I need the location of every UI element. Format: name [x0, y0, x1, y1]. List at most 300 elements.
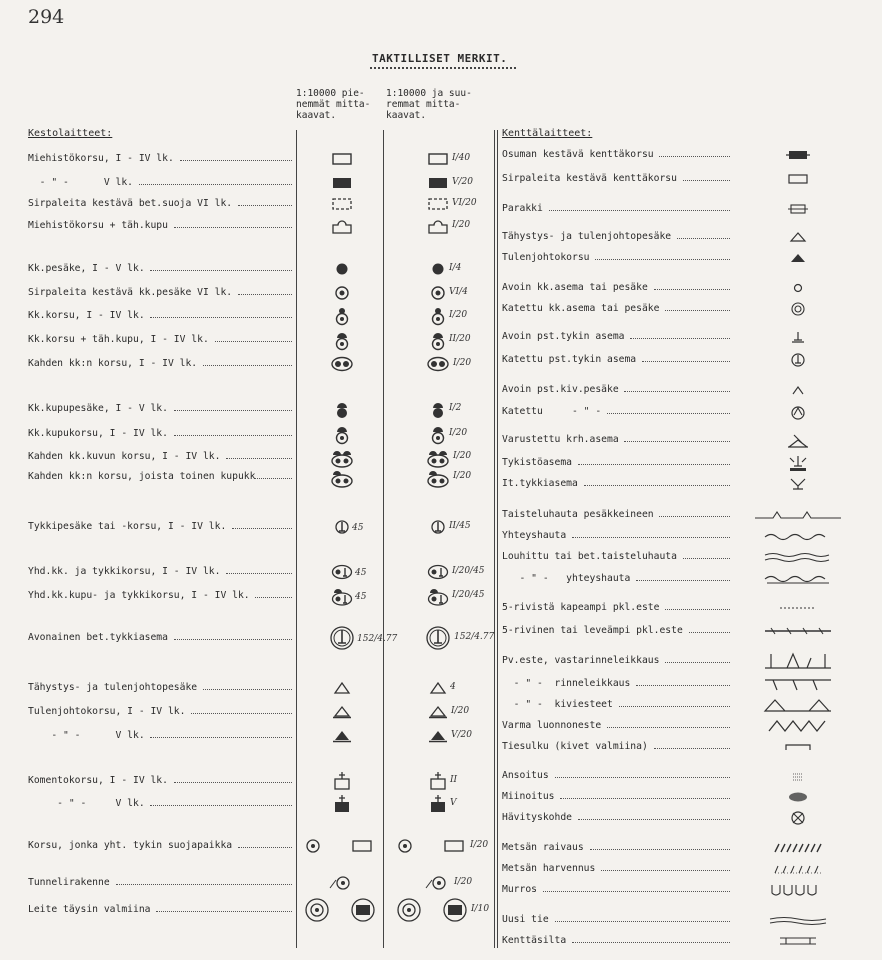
- comm-trench-icon: [763, 531, 833, 544]
- table-row: [28, 706, 296, 718]
- dot-leader: [560, 798, 730, 799]
- kupu-ring-icon: [430, 423, 446, 448]
- zigzag-icon: [767, 719, 829, 736]
- dot-filled-icon: [334, 261, 350, 280]
- row-label: Kahden kk.kuvun korsu, I - IV lk.: [28, 451, 227, 462]
- row-label: Metsän harvennus: [502, 863, 602, 874]
- class-fraction-note: II/20: [449, 334, 471, 344]
- trench-icon: [753, 509, 843, 524]
- row-label: Tykkipesäke tai -korsu, I - IV lk.: [28, 521, 233, 532]
- dot-leader: [549, 210, 730, 211]
- shelter-pair-icon: [397, 838, 467, 857]
- dot-leader: [630, 338, 730, 339]
- table-row: [502, 551, 734, 563]
- table-row: [28, 358, 296, 370]
- dot-leader: [174, 782, 292, 783]
- table-row: [28, 775, 296, 787]
- scale-note: 45: [355, 568, 367, 578]
- pst-open-icon: [790, 330, 806, 347]
- triangle-open-icon: [333, 681, 351, 698]
- double-ring-icon: [426, 356, 450, 375]
- row-label: Murros: [502, 884, 543, 895]
- dot-leader: [619, 706, 730, 707]
- row-label: Avonainen bet.tykkiasema: [28, 632, 174, 643]
- table-row: [502, 770, 734, 782]
- tunnel-icon: [329, 874, 355, 895]
- class-fraction-note: V: [450, 798, 457, 808]
- dot-leader: [150, 270, 292, 271]
- column-header-line: 1:10000 pie-: [296, 88, 365, 99]
- table-row: [502, 699, 734, 711]
- table-row: [502, 812, 734, 824]
- table-row: [28, 590, 296, 602]
- table-row: [28, 798, 296, 810]
- table-row: [28, 310, 296, 322]
- stone-icon: [763, 697, 833, 716]
- dot-leader: [174, 639, 292, 640]
- table-row: [502, 720, 734, 732]
- dot-leader: [238, 294, 292, 295]
- double-ring-kupu-icon: [330, 466, 354, 491]
- dot-leader: [174, 410, 292, 411]
- row-label: Sirpaleita kestävä kenttäkorsu: [502, 173, 683, 184]
- row-label: Tiesulku (kivet valmiina): [502, 741, 654, 752]
- row-label: Hävityskohde: [502, 812, 578, 823]
- column-header-line: remmat mitta-: [386, 99, 461, 110]
- class-fraction-note: I/2: [449, 403, 462, 413]
- class-fraction-note: I/4: [449, 263, 462, 273]
- dot-leader: [654, 289, 730, 290]
- dot-leader: [607, 727, 730, 728]
- command-open-icon: [333, 771, 351, 794]
- ring-cupola-icon: [430, 329, 446, 354]
- row-label: Leite täysin valmiina: [28, 904, 157, 915]
- gun-kk-icon: [427, 564, 449, 583]
- class-fraction-note: I/20: [453, 358, 472, 368]
- table-row: [28, 682, 296, 694]
- rect-open-icon: [427, 152, 449, 169]
- class-fraction-note: I/20/45: [452, 566, 485, 576]
- tank-cut-icon: [763, 648, 833, 677]
- barrack-icon: [787, 203, 809, 218]
- table-row: [28, 263, 296, 275]
- class-fraction-note: V/20: [452, 177, 473, 187]
- class-fraction-note: II/45: [449, 521, 471, 531]
- dot-leader: [572, 942, 730, 943]
- tunnel-icon: [425, 874, 451, 895]
- command-filled-icon: [429, 794, 447, 817]
- artillery-icon: [786, 454, 810, 475]
- row-label: Avoin pst.tykin asema: [502, 331, 631, 342]
- gun-ring-icon: [334, 519, 350, 538]
- class-fraction-note: I/20: [453, 451, 472, 461]
- table-row: [502, 863, 734, 875]
- table-row: [28, 451, 296, 463]
- dot-leader: [203, 689, 292, 690]
- forest-thin-icon: [773, 864, 823, 877]
- row-label: Ansoitus: [502, 770, 555, 781]
- open-gun-icon: [425, 625, 451, 654]
- table-row: [28, 632, 296, 644]
- class-fraction-note: I/20: [449, 310, 468, 320]
- table-row: [502, 331, 734, 343]
- wire-wide-icon: [763, 627, 833, 638]
- table-row: [502, 573, 734, 585]
- row-label: Tulenjohtokorsu, I - IV lk.: [28, 706, 192, 717]
- table-row: [28, 153, 296, 165]
- row-label: Sirpaleita kestävä kk.pesäke VI lk.: [28, 287, 238, 298]
- dot-leader: [683, 558, 730, 559]
- scale-note: 45: [352, 523, 364, 533]
- table-row: [502, 354, 734, 366]
- table-row: [502, 935, 734, 947]
- dot-leader: [150, 805, 292, 806]
- row-label: Korsu, jonka yht. tykin suojapaikka: [28, 840, 238, 851]
- class-fraction-note: II: [450, 775, 458, 785]
- scale-note: 152/4.77: [357, 634, 398, 644]
- row-label: Tunnelirakenne: [28, 877, 116, 888]
- table-row: [28, 177, 296, 189]
- rock-comm-icon: [763, 573, 833, 588]
- class-fraction-note: I/20: [454, 877, 473, 887]
- dot-leader: [584, 485, 730, 486]
- mortar-icon: [786, 431, 810, 452]
- table-row: [502, 434, 734, 446]
- document-title: TAKTILLISET MERKIT.: [372, 52, 508, 65]
- row-label: - " - V lk.: [28, 798, 151, 809]
- gun-ring-icon: [430, 519, 446, 538]
- double-ring-kupu-icon: [426, 466, 450, 491]
- dot-leader: [543, 891, 730, 892]
- column-header-line: 1:10000 ja suu-: [386, 88, 472, 99]
- dot-leader: [255, 478, 292, 479]
- row-label: Katettu pst.tykin asema: [502, 354, 642, 365]
- row-label: Kk.pesäke, I - V lk.: [28, 263, 151, 274]
- section-heading-field: Kenttälaitteet:: [502, 128, 593, 139]
- table-row: [28, 403, 296, 415]
- row-label: It.tykkiasema: [502, 478, 584, 489]
- table-row: [28, 840, 296, 852]
- table-row: [502, 884, 734, 896]
- row-label: Komentokorsu, I - IV lk.: [28, 775, 174, 786]
- table-row: [28, 198, 296, 210]
- table-row: [502, 149, 734, 161]
- class-fraction-note: 152/4.77: [454, 632, 495, 642]
- caret-icon: [791, 384, 805, 399]
- table-row: [28, 904, 296, 916]
- shelter-pair-icon: [305, 838, 375, 857]
- row-label: Tähystys- ja tulenjohtopesäke: [28, 682, 203, 693]
- rect-filled-icon: [331, 176, 353, 193]
- mine-icon: [787, 791, 809, 806]
- dot-leader: [555, 777, 730, 778]
- dot-leader: [595, 259, 730, 260]
- dot-leader: [636, 685, 730, 686]
- dot-leader: [578, 464, 730, 465]
- gun-kk-icon: [331, 564, 353, 583]
- dot-leader: [226, 573, 292, 574]
- column-header-line: kaavat.: [296, 110, 337, 121]
- row-label: - " - V lk.: [28, 730, 151, 741]
- row-label: - " - V lk.: [28, 177, 139, 188]
- dot-leader: [683, 180, 730, 181]
- row-label: Kahden kk:n korsu, joista toinen kupukk: [28, 471, 256, 482]
- column-divider: [383, 130, 384, 948]
- class-fraction-note: I/20: [453, 471, 472, 481]
- row-label: Kahden kk:n korsu, I - IV lk.: [28, 358, 203, 369]
- aa-gun-icon: [788, 477, 808, 494]
- section-heading-permanent: Kestolaitteet:: [28, 128, 113, 139]
- table-row: [28, 730, 296, 742]
- table-row: [28, 220, 296, 232]
- table-row: [28, 334, 296, 346]
- class-fraction-note: 4: [450, 682, 456, 692]
- dot-leader: [665, 662, 730, 663]
- class-fraction-note: I/40: [452, 153, 471, 163]
- field-triangle-filled-icon: [789, 252, 807, 267]
- dot-leader: [689, 632, 730, 633]
- table-row: [28, 428, 296, 440]
- row-label: Parakki: [502, 203, 549, 214]
- roadblock-icon: [784, 742, 812, 755]
- kupu-dot-icon: [334, 398, 350, 423]
- row-label: Katettu - " -: [502, 406, 607, 417]
- column-divider: [497, 130, 498, 948]
- scale-note: 45: [355, 592, 367, 602]
- forest-clear-icon: [773, 843, 823, 856]
- triangle-filled-icon: [332, 729, 352, 746]
- dot-leader: [203, 365, 292, 366]
- row-label: Kk.korsu + täh.kupu, I - IV lk.: [28, 334, 215, 345]
- column-divider: [494, 130, 495, 948]
- new-road-icon: [768, 915, 828, 928]
- table-row: [502, 914, 734, 926]
- rect-filled-icon: [427, 176, 449, 193]
- ring-dot-icon: [430, 285, 446, 304]
- table-row: [502, 282, 734, 294]
- table-row: [502, 625, 734, 637]
- cupola-rect-icon: [427, 217, 449, 238]
- dot-filled-icon: [430, 261, 446, 280]
- table-row: [502, 203, 734, 215]
- dot-leader: [238, 847, 292, 848]
- table-row: [502, 678, 734, 690]
- gun-kupu-icon: [331, 586, 353, 609]
- dot-leader: [572, 537, 730, 538]
- rect-dashed-icon: [427, 197, 449, 214]
- table-row: [502, 406, 734, 418]
- table-row: [502, 231, 734, 243]
- dot-leader: [238, 205, 292, 206]
- row-label: Kk.korsu, I - IV lk.: [28, 310, 151, 321]
- class-fraction-note: I/20: [470, 840, 489, 850]
- dot-leader: [642, 361, 730, 362]
- class-fraction-note: I/20: [449, 428, 468, 438]
- dot-leader: [665, 310, 730, 311]
- table-row: [28, 877, 296, 889]
- dot-leader: [555, 921, 730, 922]
- row-label: Metsän raivaus: [502, 842, 590, 853]
- dot-leader: [624, 441, 730, 442]
- column-header-small-scale: [296, 88, 370, 121]
- row-label: Yhd.kk. ja tykkikorsu, I - IV lk.: [28, 566, 227, 577]
- dot-leader: [255, 597, 292, 598]
- class-fraction-note: I/20/45: [452, 590, 485, 600]
- class-fraction-note: VI/20: [452, 198, 477, 208]
- dot-leader: [180, 160, 292, 161]
- table-row: [28, 521, 296, 533]
- dot-leader: [139, 184, 292, 185]
- demolition-icon: [790, 810, 806, 829]
- row-label: Miehistökorsu, I - IV lk.: [28, 153, 180, 164]
- row-label: Osuman kestävä kenttäkorsu: [502, 149, 660, 160]
- row-label: Yhd.kk.kupu- ja tykkikorsu, I - IV lk.: [28, 590, 256, 601]
- dot-leader: [578, 819, 730, 820]
- dot-leader: [150, 317, 292, 318]
- row-label: Varustettu krh.asema: [502, 434, 625, 445]
- row-label: Avoin pst.kiv.pesäke: [502, 384, 625, 395]
- row-label: Tähystys- ja tulenjohtopesäke: [502, 231, 677, 242]
- complete-icon: [396, 897, 468, 926]
- rect-open-icon: [331, 152, 353, 169]
- table-row: [502, 252, 734, 264]
- row-label: Pv.este, vastarinneleikkaus: [502, 655, 666, 666]
- triangle-filled-icon: [428, 729, 448, 746]
- column-header-large-scale: [386, 88, 472, 121]
- dot-leader: [659, 156, 730, 157]
- double-ring-icon: [330, 356, 354, 375]
- ring-cupola-icon: [334, 329, 350, 354]
- row-label: Taisteluhauta pesäkkeineen: [502, 509, 660, 520]
- open-gun-icon: [329, 625, 355, 654]
- row-label: Sirpaleita kestävä bet.suoja VI lk.: [28, 198, 238, 209]
- class-fraction-note: I/20: [451, 706, 470, 716]
- table-row: [502, 384, 734, 396]
- field-rect-open-icon: [786, 173, 810, 188]
- row-label: - " - kiviesteet: [502, 699, 619, 710]
- trap-icon: [791, 771, 805, 784]
- row-label: - " - yhteyshauta: [502, 573, 637, 584]
- table-row: [502, 530, 734, 542]
- field-rect-filled-icon: [785, 149, 811, 164]
- row-label: Katettu kk.asema tai pesäke: [502, 303, 666, 314]
- class-fraction-note: VI/4: [449, 287, 468, 297]
- pst-covered-icon: [790, 352, 806, 371]
- gun-kupu-icon: [427, 586, 449, 609]
- table-row: [28, 471, 296, 483]
- table-row: [502, 457, 734, 469]
- dot-leader: [636, 580, 730, 581]
- dot-leader: [226, 458, 292, 459]
- row-label: Louhittu tai bet.taisteluhauta: [502, 551, 683, 562]
- title-underline: [370, 67, 516, 69]
- wire-narrow-icon: [778, 604, 818, 615]
- ring-stem-icon: [430, 306, 446, 329]
- table-row: [502, 509, 734, 521]
- double-small-ring-icon: [790, 302, 806, 319]
- row-label: 5-rivistä kapeampi pkl.este: [502, 602, 666, 613]
- column-header-line: nemmät mitta-: [296, 99, 371, 110]
- row-label: Tulenjohtokorsu: [502, 252, 596, 263]
- row-label: Miehistökorsu + täh.kupu: [28, 220, 174, 231]
- column-header-line: kaavat.: [386, 110, 427, 121]
- dot-leader: [116, 884, 292, 885]
- ring-stem-icon: [334, 306, 350, 329]
- dot-leader: [624, 391, 730, 392]
- kupu-dot-icon: [430, 398, 446, 423]
- row-label: 5-rivinen tai leveämpi pkl.este: [502, 625, 689, 636]
- column-divider: [296, 130, 297, 948]
- cupola-rect-icon: [331, 217, 353, 238]
- kupu-ring-icon: [334, 423, 350, 448]
- table-row: [502, 478, 734, 490]
- dot-leader: [174, 227, 292, 228]
- row-label: Kk.kupupesäke, I - V lk.: [28, 403, 174, 414]
- row-label: Avoin kk.asema tai pesäke: [502, 282, 654, 293]
- page-number: 294: [28, 6, 65, 28]
- bridge-icon: [778, 935, 818, 950]
- row-label: Miinoitus: [502, 791, 561, 802]
- caret-ring-icon: [790, 404, 806, 423]
- dot-leader: [174, 435, 292, 436]
- row-label: - " - rinneleikkaus: [502, 678, 637, 689]
- triangle-base-icon: [332, 705, 352, 722]
- row-label: Kk.kupukorsu, I - IV lk.: [28, 428, 174, 439]
- row-label: Tykistöasema: [502, 457, 578, 468]
- dot-leader: [215, 341, 292, 342]
- field-triangle-icon: [789, 231, 807, 246]
- small-ring-icon: [792, 282, 804, 297]
- dot-leader: [150, 737, 292, 738]
- triangle-open-icon: [429, 681, 447, 698]
- dot-leader: [677, 238, 730, 239]
- rock-trench-icon: [763, 551, 833, 566]
- table-row: [502, 303, 734, 315]
- class-fraction-note: V/20: [451, 730, 472, 740]
- dot-leader: [659, 516, 730, 517]
- abatis-icon: [770, 883, 826, 900]
- dot-leader: [601, 870, 730, 871]
- row-label: Yhteyshauta: [502, 530, 572, 541]
- row-label: Kenttäsilta: [502, 935, 572, 946]
- table-row: [28, 566, 296, 578]
- slope-cut-icon: [763, 676, 833, 695]
- dot-leader: [191, 713, 292, 714]
- table-row: [502, 173, 734, 185]
- table-row: [502, 655, 734, 667]
- ring-dot-icon: [334, 285, 350, 304]
- command-open-icon: [429, 771, 447, 794]
- table-row: [502, 602, 734, 614]
- row-label: Uusi tie: [502, 914, 555, 925]
- dot-leader: [654, 748, 730, 749]
- triangle-base-icon: [428, 705, 448, 722]
- table-row: [28, 287, 296, 299]
- dot-leader: [590, 849, 730, 850]
- row-label: Varma luonnoneste: [502, 720, 607, 731]
- class-fraction-note: I/10: [471, 904, 490, 914]
- table-row: [502, 791, 734, 803]
- dot-leader: [156, 911, 292, 912]
- class-fraction-note: I/20: [452, 220, 471, 230]
- dot-leader: [607, 413, 730, 414]
- rect-dashed-icon: [331, 197, 353, 214]
- table-row: [502, 842, 734, 854]
- command-filled-icon: [333, 794, 351, 817]
- table-row: [502, 741, 734, 753]
- complete-icon: [304, 897, 376, 926]
- dot-leader: [232, 528, 292, 529]
